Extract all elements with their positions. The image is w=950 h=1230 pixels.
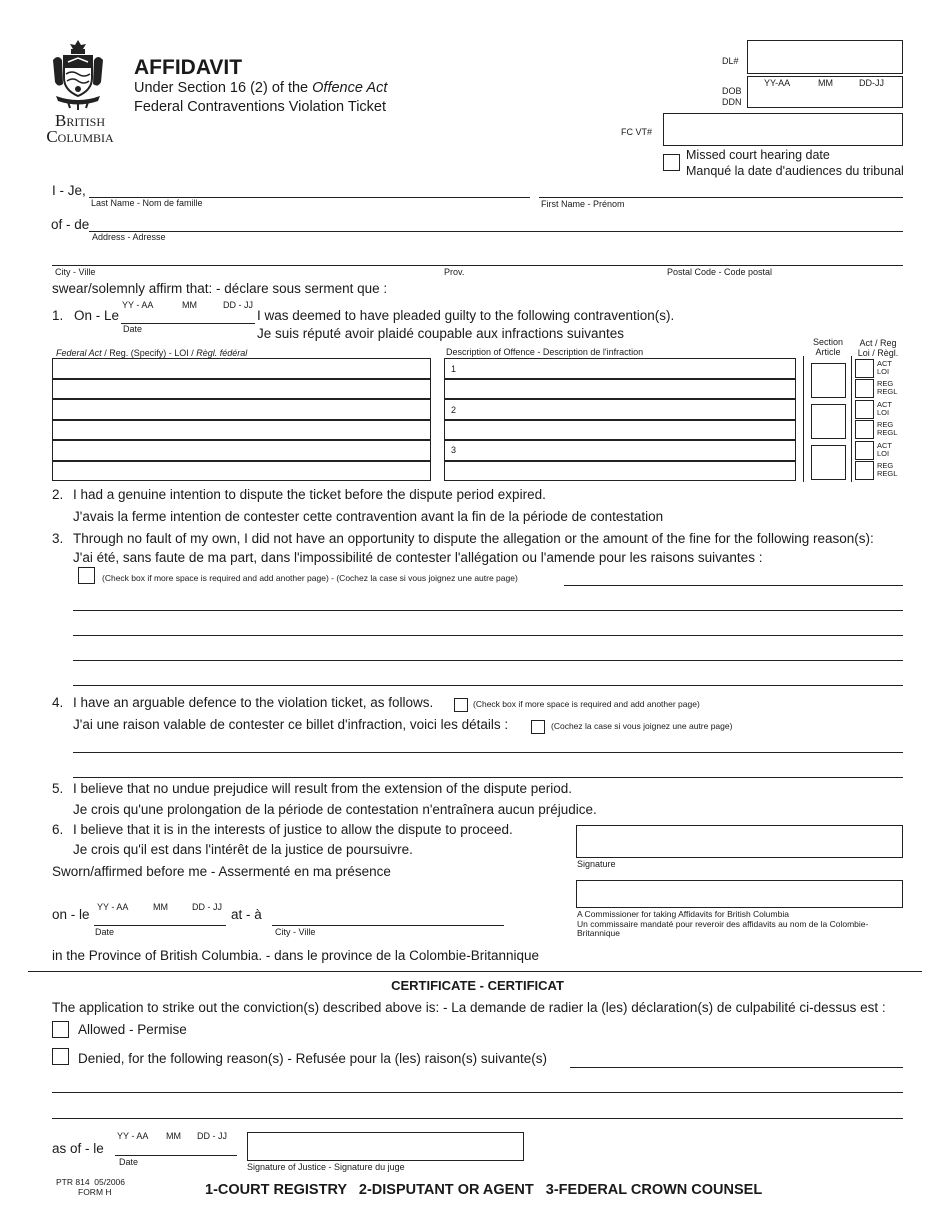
row-number-2: 2 bbox=[451, 405, 457, 415]
col-act-mid: / Reg. (Specify) - LOI / bbox=[101, 348, 197, 358]
postal-caption: Postal Code - Code postal bbox=[667, 267, 773, 277]
act-label: ACT bbox=[877, 441, 892, 450]
row-number-1: 1 bbox=[451, 364, 457, 374]
sworn-at-a: at - à bbox=[231, 907, 262, 922]
reg-regl-checkbox-3[interactable] bbox=[855, 461, 874, 480]
row-number-3: 3 bbox=[451, 445, 457, 455]
section-article-field-1[interactable] bbox=[811, 363, 846, 398]
reg-regl-checkbox-2[interactable] bbox=[855, 420, 874, 439]
dob-dd: DD-JJ bbox=[859, 78, 884, 88]
sworn-on-le: on - le bbox=[52, 907, 90, 922]
form-subtitle-2: Federal Contraventions Violation Ticket bbox=[134, 99, 387, 115]
act-field-3a[interactable] bbox=[52, 440, 431, 461]
item3-reason-line-4[interactable] bbox=[73, 660, 903, 661]
reg-regl-label-1 bbox=[877, 380, 897, 396]
item4-text-fr: J'ai une raison valable de contester ce billet d'infraction, voici les détails : bbox=[73, 717, 509, 732]
section-article-field-3[interactable] bbox=[811, 445, 846, 480]
denied-reason-line-2[interactable] bbox=[52, 1092, 903, 1093]
desc-field-3a[interactable] bbox=[444, 440, 796, 461]
denied-checkbox[interactable] bbox=[52, 1048, 69, 1065]
sworn-yy: YY - AA bbox=[97, 902, 129, 912]
denied-label: Denied, for the following reason(s) - Refusée pour la (les) raison(s) suivante(s) bbox=[78, 1051, 547, 1066]
swear-statement: swear/solemnly affirm that: - déclare sous serment que : bbox=[52, 281, 388, 296]
item3-reason-line-5[interactable] bbox=[73, 685, 903, 686]
of-de-label: of - de bbox=[51, 217, 90, 232]
col-section-header bbox=[806, 337, 850, 357]
first-name-caption: First Name - Prénom bbox=[541, 199, 625, 209]
section-divider-2 bbox=[851, 356, 852, 482]
distribution-text: 1-COURT REGISTRY 2-DISPUTANT OR AGENT 3-FEDERAL CROWN COUNSEL bbox=[205, 1182, 763, 1198]
col-section-en: Section bbox=[812, 337, 844, 347]
item3-text-fr: J'ai été, sans faute de ma part, dans l'impossibilité de contester l'allégation ou l'amende pour les raisons suivantes : bbox=[73, 550, 763, 565]
regl-label: REGL bbox=[877, 469, 898, 478]
item4-more-space-checkbox-fr[interactable] bbox=[531, 720, 545, 734]
form-code bbox=[56, 1177, 125, 1197]
desc-field-1a[interactable] bbox=[444, 358, 796, 379]
city-prov-postal-line[interactable] bbox=[52, 265, 903, 266]
city-caption: City - Ville bbox=[55, 267, 96, 277]
item3-reason-line-3[interactable] bbox=[73, 635, 903, 636]
desc-field-2b[interactable] bbox=[444, 420, 796, 440]
distribution-line bbox=[205, 1182, 762, 1198]
commissioner-caption bbox=[577, 910, 907, 939]
regl-label: REGL bbox=[877, 387, 898, 396]
sworn-city-line[interactable] bbox=[272, 925, 504, 926]
section-article-field-2[interactable] bbox=[811, 404, 846, 439]
i-je-label: I - Je, bbox=[52, 183, 86, 198]
dob-mm: MM bbox=[818, 78, 833, 88]
act-label: ACT bbox=[877, 400, 892, 409]
act-loi-label-3 bbox=[877, 442, 892, 458]
address-caption: Address - Adresse bbox=[92, 232, 166, 242]
form-name: FORM H bbox=[78, 1187, 112, 1197]
col-act-it1: Federal Act bbox=[56, 348, 102, 358]
item1-yy: YY - AA bbox=[122, 300, 154, 310]
reg-regl-checkbox-1[interactable] bbox=[855, 379, 874, 398]
col-section-fr: Article bbox=[815, 347, 841, 357]
loi-label: LOI bbox=[877, 408, 890, 417]
loi-label: LOI bbox=[877, 367, 890, 376]
logo-line-columbia: Columbia bbox=[46, 127, 114, 146]
act-loi-checkbox-1[interactable] bbox=[855, 359, 874, 378]
denied-reason-line-3[interactable] bbox=[52, 1118, 903, 1119]
first-name-line[interactable] bbox=[539, 197, 903, 198]
item4-number: 4. bbox=[52, 695, 64, 710]
missed-hearing-checkbox[interactable] bbox=[663, 154, 680, 171]
act-field-2b[interactable] bbox=[52, 420, 431, 440]
item3-reason-line-1[interactable] bbox=[564, 585, 903, 586]
act-field-1b[interactable] bbox=[52, 379, 431, 399]
reg-regl-label-2 bbox=[877, 421, 897, 437]
dl-number-field[interactable] bbox=[747, 40, 903, 74]
dob-label bbox=[722, 86, 742, 108]
col-actreg-fr: Loi / Règl. bbox=[857, 348, 899, 358]
item4-text-en: I have an arguable defence to the violation ticket, as follows. bbox=[73, 695, 434, 710]
dob-yy: YY-AA bbox=[764, 78, 791, 88]
item4-check-en: (Check box if more space is required and add another page) bbox=[473, 699, 700, 709]
dl-label: DL# bbox=[722, 56, 739, 66]
act-loi-label-1 bbox=[877, 360, 892, 376]
act-loi-checkbox-3[interactable] bbox=[855, 441, 874, 460]
justice-signature-caption: Signature of Justice - Signature du juge bbox=[247, 1162, 405, 1172]
signature-caption: Signature bbox=[577, 859, 616, 869]
last-name-caption: Last Name - Nom de famille bbox=[91, 198, 203, 208]
logo-line-british: British bbox=[54, 111, 105, 130]
sworn-date-line[interactable] bbox=[94, 925, 226, 926]
item3-more-space-checkbox[interactable] bbox=[78, 567, 95, 584]
act-field-2a[interactable] bbox=[52, 399, 431, 420]
item4-defence-line-1[interactable] bbox=[73, 752, 903, 753]
col-act-it2: Règl. fédéral bbox=[196, 348, 248, 358]
act-loi-label-2 bbox=[877, 401, 892, 417]
cert-mm: MM bbox=[166, 1131, 181, 1141]
subtitle-prefix: Under Section 16 (2) of the bbox=[134, 80, 313, 96]
fcvt-label: FC VT# bbox=[621, 127, 653, 137]
bc-coat-of-arms-icon bbox=[50, 38, 106, 112]
item3-number: 3. bbox=[52, 531, 64, 546]
act-field-1a[interactable] bbox=[52, 358, 431, 379]
certificate-text: The application to strike out the conviction(s) described above is: - La demande de radier la (les) déclaration(s) de culpabilité ci-dessus est : bbox=[52, 1000, 886, 1015]
dob-label-en: DOB bbox=[722, 86, 742, 96]
act-label: ACT bbox=[877, 359, 892, 368]
cert-date-caption: Date bbox=[119, 1157, 139, 1167]
subtitle-act: Offence Act bbox=[312, 80, 388, 96]
item4-more-space-checkbox-en[interactable] bbox=[454, 698, 468, 712]
regl-label: REGL bbox=[877, 428, 898, 437]
item1-mm: MM bbox=[182, 300, 197, 310]
item1-date-caption: Date bbox=[123, 324, 143, 334]
form-title: AFFIDAVIT bbox=[134, 56, 243, 79]
dob-label-fr: DDN bbox=[722, 97, 742, 107]
col-act-header bbox=[56, 348, 247, 358]
form-subtitle bbox=[134, 80, 387, 96]
missed-hearing-en: Missed court hearing date bbox=[686, 148, 830, 162]
item6-text-en: I believe that it is in the interests of justice to allow the dispute to proceed. bbox=[73, 822, 513, 837]
denied-reason-line-1[interactable] bbox=[570, 1067, 903, 1068]
certificate-title: CERTIFICATE - CERTIFICAT bbox=[391, 978, 564, 993]
certificate-divider bbox=[28, 971, 922, 972]
cert-dd: DD - JJ bbox=[197, 1131, 227, 1141]
form-code-date: 05/2006 bbox=[94, 1177, 126, 1187]
commissioner-en: A Commissioner for taking Affidavits for British Columbia bbox=[577, 909, 789, 919]
cert-yy: YY - AA bbox=[117, 1131, 149, 1141]
sworn-dd: DD - JJ bbox=[192, 902, 222, 912]
desc-field-2a[interactable] bbox=[444, 399, 796, 420]
section-divider-1 bbox=[803, 356, 804, 482]
reg-label: REG bbox=[877, 461, 894, 470]
commissioner-signature-field[interactable] bbox=[576, 880, 903, 908]
item6-text-fr: Je crois qu'il est dans l'intérêt de la justice de poursuivre. bbox=[73, 842, 413, 857]
sworn-mm: MM bbox=[153, 902, 168, 912]
col-actreg-en: Act / Reg bbox=[859, 338, 897, 348]
fcvt-number-field[interactable] bbox=[663, 113, 903, 146]
item5-text-en: I believe that no undue prejudice will result from the extension of the dispute period. bbox=[73, 781, 573, 796]
item4-check-fr: (Cochez la case si vous joignez une autre page) bbox=[551, 721, 733, 731]
desc-field-1b[interactable] bbox=[444, 379, 796, 399]
allowed-checkbox[interactable] bbox=[52, 1021, 69, 1038]
item2-number: 2. bbox=[52, 487, 64, 502]
item2-text-fr: J'avais la ferme intention de contester cette contravention avant la fin de la période de contestation bbox=[73, 509, 664, 524]
item4-defence-line-2[interactable] bbox=[73, 777, 903, 778]
sworn-line: Sworn/affirmed before me - Assermenté en ma présence bbox=[52, 864, 391, 879]
item6-number: 6. bbox=[52, 822, 64, 837]
cert-date-line[interactable] bbox=[115, 1155, 237, 1156]
as-of-le: as of - le bbox=[52, 1141, 104, 1156]
address-line[interactable] bbox=[89, 231, 903, 232]
item3-reason-line-2[interactable] bbox=[73, 610, 903, 611]
item1-text-en: I was deemed to have pleaded guilty to the following contravention(s). bbox=[257, 308, 675, 323]
missed-hearing-fr: Manqué la date d'audiences du tribunal bbox=[686, 164, 904, 178]
item3-text-en: Through no fault of my own, I did not have an opportunity to dispute the allegation or the amount of the fine for the following reason(s): bbox=[73, 531, 874, 546]
act-field-3b[interactable] bbox=[52, 461, 431, 481]
item1-number: 1. bbox=[52, 308, 64, 323]
loi-label: LOI bbox=[877, 449, 890, 458]
item2-text-en: I had a genuine intention to dispute the ticket before the dispute period expired. bbox=[73, 487, 546, 502]
allowed-label: Allowed - Permise bbox=[78, 1022, 187, 1037]
col-desc-header: Description of Offence - Description de l'infraction bbox=[446, 347, 644, 357]
prov-caption: Prov. bbox=[444, 267, 465, 277]
desc-field-3b[interactable] bbox=[444, 461, 796, 481]
col-actreg-header bbox=[852, 338, 904, 358]
item1-on-le: On - Le bbox=[74, 308, 120, 323]
reg-label: REG bbox=[877, 420, 894, 429]
reg-label: REG bbox=[877, 379, 894, 388]
item1-text-fr: Je suis réputé avoir plaidé coupable aux infractions suivantes bbox=[257, 326, 624, 341]
sworn-city-caption: City - Ville bbox=[275, 927, 316, 937]
item5-text-fr: Je crois qu'une prolongation de la période de contestation n'entraînera aucun préjudice. bbox=[73, 802, 597, 817]
form-code-number: PTR 814 bbox=[56, 1177, 90, 1187]
province-line: in the Province of British Columbia. - dans le province de la Colombie-Britannique bbox=[52, 948, 539, 963]
disputant-signature-field[interactable] bbox=[576, 825, 903, 858]
commissioner-fr: Un commissaire mandaté pour reveroir des affidavits au nom de la Colombie-Britannique bbox=[577, 918, 869, 938]
item1-dd: DD - JJ bbox=[223, 300, 253, 310]
sworn-date-caption: Date bbox=[95, 927, 115, 937]
item5-number: 5. bbox=[52, 781, 64, 796]
reg-regl-label-3 bbox=[877, 462, 897, 478]
item3-check-note: (Check box if more space is required and add another page) - (Cochez la case si vous joignez une autre page) bbox=[102, 573, 518, 583]
justice-signature-field[interactable] bbox=[247, 1132, 524, 1161]
act-loi-checkbox-2[interactable] bbox=[855, 400, 874, 419]
